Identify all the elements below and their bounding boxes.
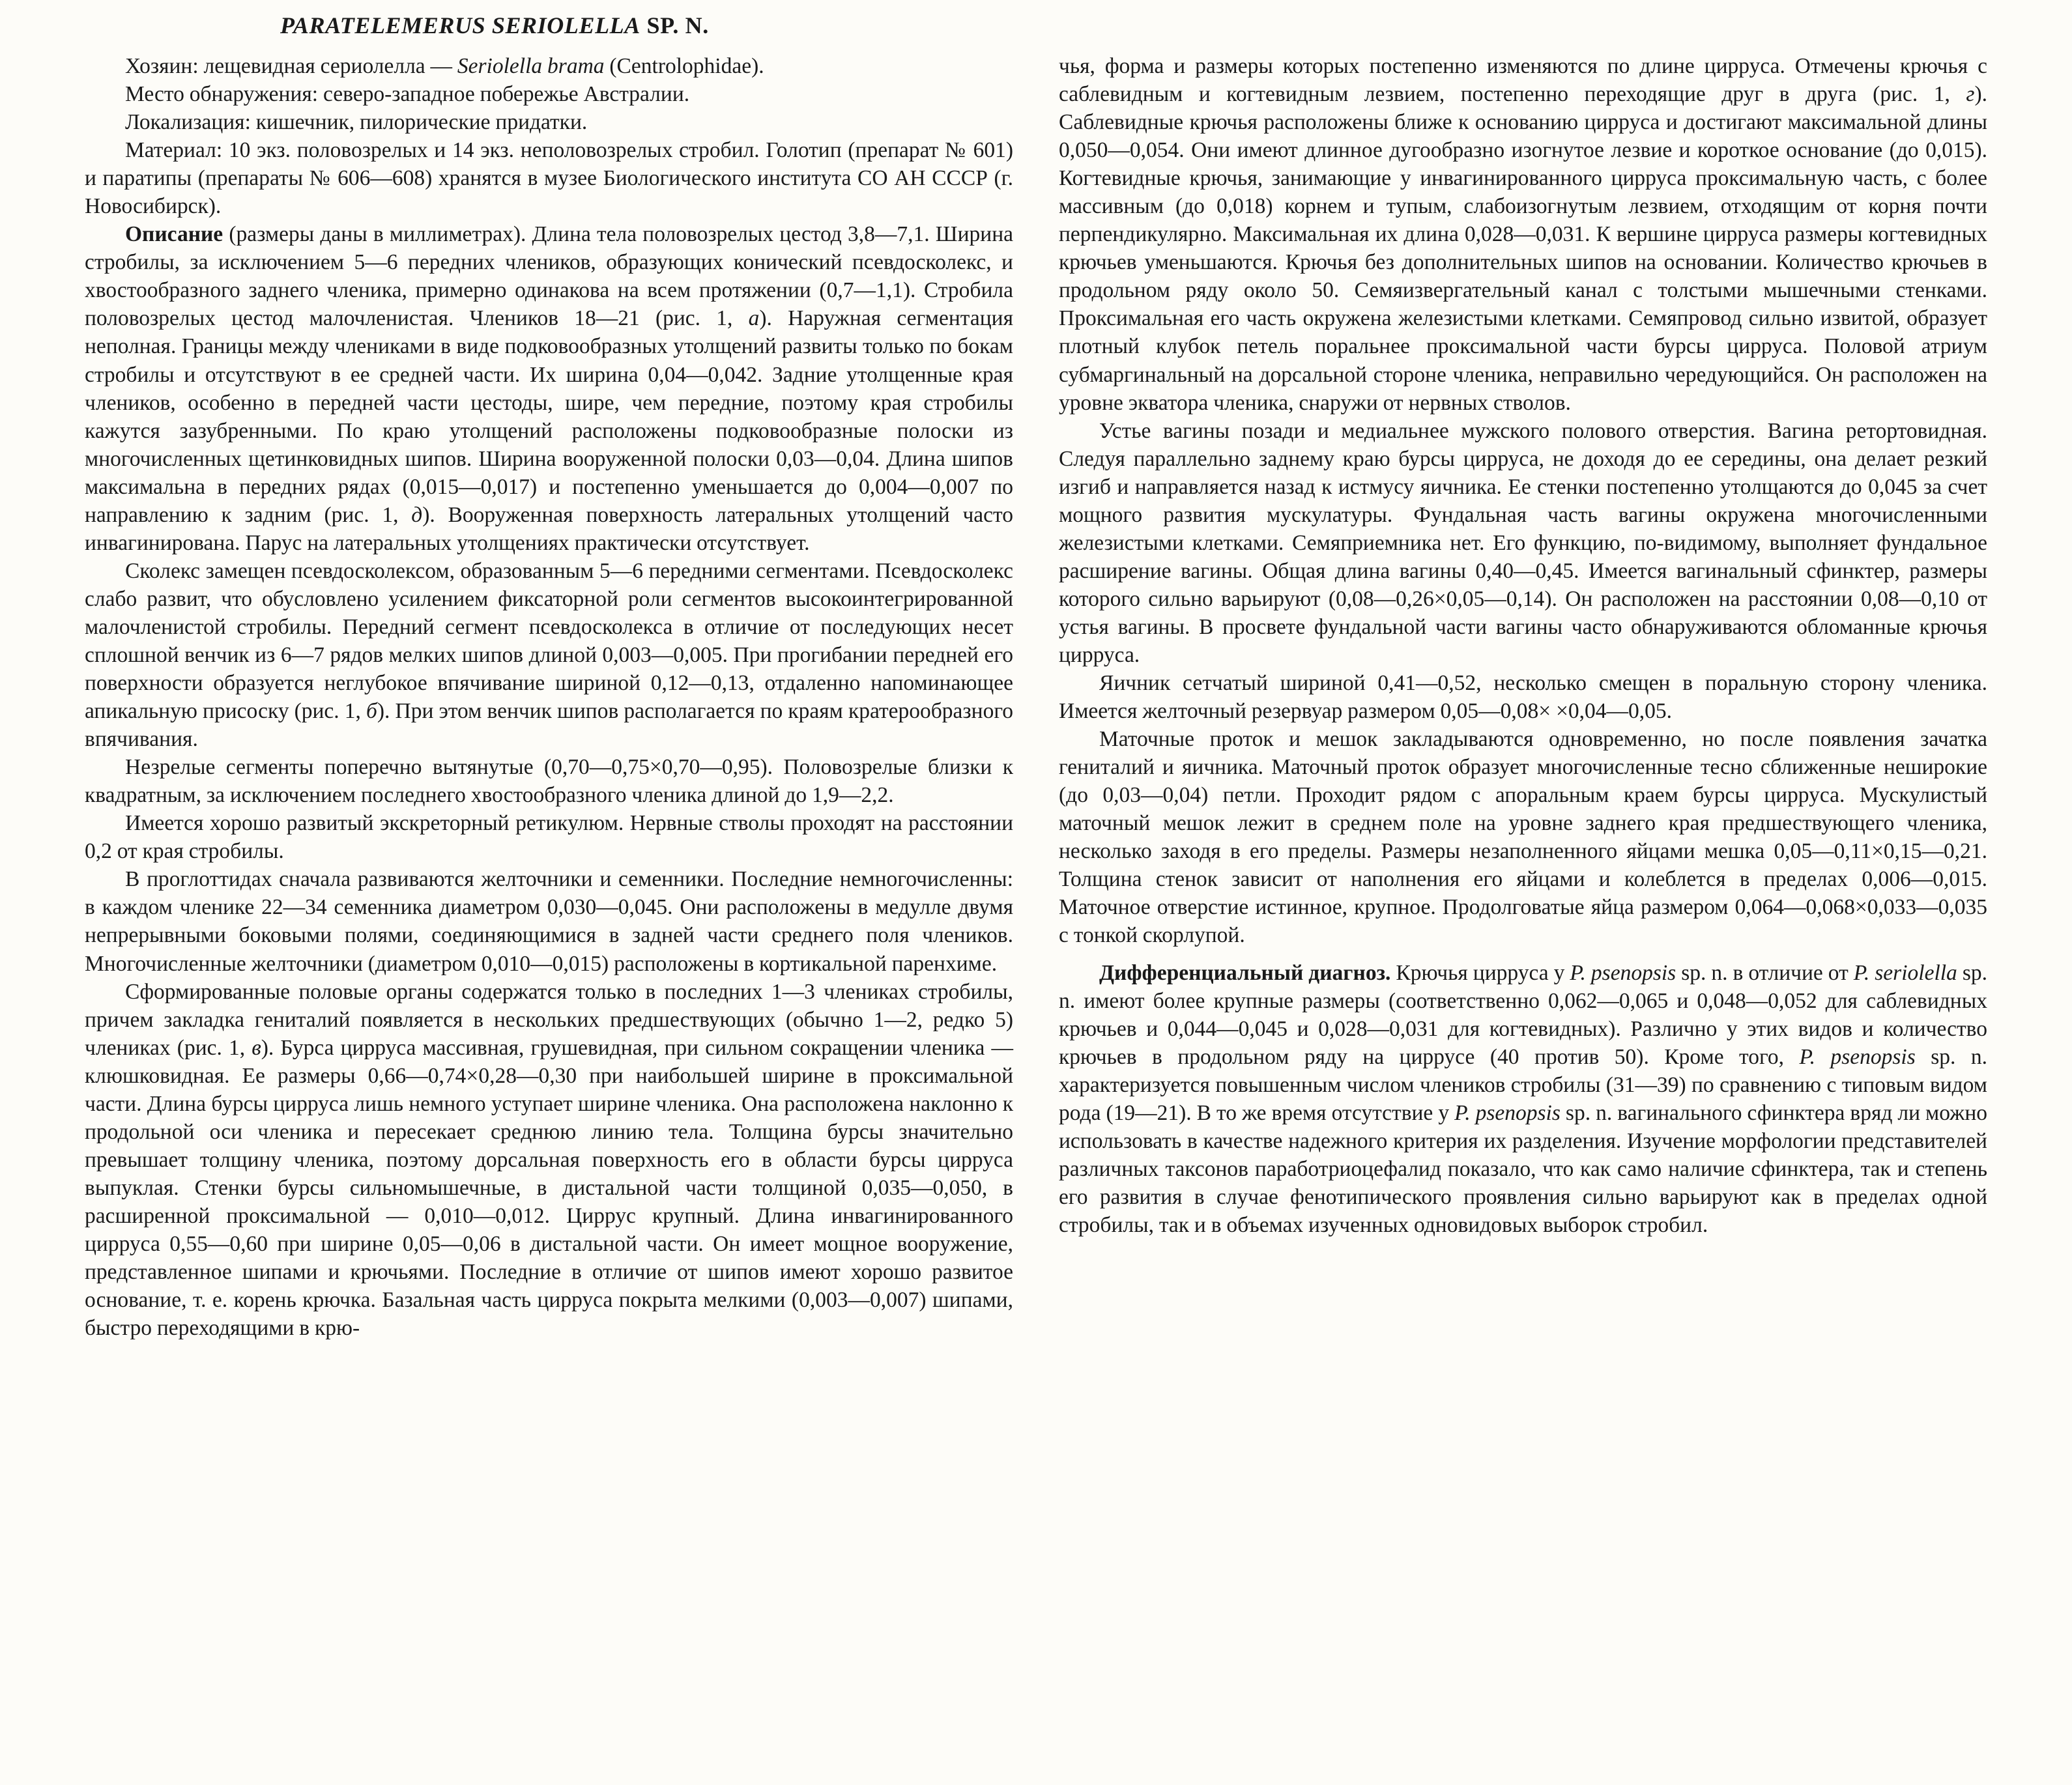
differential-diagnosis-paragraph: Дифференциальный диагноз. Крючья цирруса у P. psenopsis sp. n. в отличие от P. seriolella sp. n. имеют более крупные размеры (соответственно 0,062—0,065 и 0,048—0,052 для саблевидных крючьев и 0,044—0,045 и 0,028—0,031 для когтевидных). Различно у этих видов и количество крючьев в продольном ряду на циррусе (40 против 50). Кроме того, P. psenopsis sp. n. характеризуется повышенным числом члеников стробилы (31—39) по сравнению с типовым видом рода (19—21). В то же время отсутствие у P. psenopsis sp. n. вагинального сфинктера вряд ли можно использовать в качестве надежного критерия их разделения. Изучение морфологии представителей различных таксонов паработриоцефалид показало, что как само наличие сфинктера, так и степень его развития в случае фенотипического проявления сильно варьируют как в пределах одной стробилы, так и в объемах изученных одновидовых выборок стробил. [1059,960,1987,1237]
page-title-suffix: SP. N. [646,12,709,38]
locality-line: Место обнаружения: северо-западное побережье Австралии. [125,82,690,107]
genital-organs-paragraph: Сформированные половые органы содержатся только в последних 1—3 члениках стробилы, причем закладка гениталий появляется в нескольких предшествующих (обычно 1—2, редко 5) члениках (рис. 1, в). Бурса цирруса массивная, грушевидная, при сильном сокращении членика — клюшковидная. Ее размеры 0,66—0,74×0,28—0,30 при наибольшей ширине в проксимальной части. Длина бурсы цирруса лишь немного уступает ширине членика. Она расположена наклонно к продольной оси членика и пересекает среднюю линию тела. Толщина бурсы значительно превышает толщину членика, поэтому дорсальная поверхность его в области бурсы цирруса выпуклая. Стенки бурсы сильномышечные, в дистальной части толщиной 0,035—0,050, в расширенной проксимальной — 0,010—0,012. Циррус крупный. Длина инвагинированного цирруса 0,55—0,60 при ширине 0,05—0,06 в дистальной части. Он имеет мощное вооружение, представленное шипами и крючьями. Последние в отличие от шипов имеют хорошо развитое основание, т. е. корень крючка. Базальная часть цирруса покрыта мелкими (0,003—0,007) шипами, быстро переходящими в крю- [85,979,1013,1341]
uterus-paragraph: Маточные проток и мешок закладываются одновременно, но после появления зачатка гениталий и яичника. Маточный проток образует многочисленные тесно сближенные неширокие (до 0,03—0,04) петли. Проходит рядом с апоральным краем бурсы цирруса. Мускулистый маточный мешок лежит в среднем поле на уровне заднего края предшествующего членика, несколько заходя в его пределы. Размеры незаполненного яйцами мешка 0,05—0,11×0,15—0,21. Толщина стенок зависит от наполнения его яйцами и колеблется в пределах 0,006—0,015. Маточное отверстие истинное, крупное. Продолговатые яйца размером 0,064—0,068×0,033—0,035 с тонкой скорлупой. [1059,727,1987,948]
scolex-paragraph: Сколекс замещен псевдосколексом, образованным 5—6 передними сегментами. Псевдосколекс слабо развит, что обусловлено усилением фиксаторной роли сегментов высокоинтегрированной малочленистой стробилы. Передний сегмент псевдосколекса в отличие от последующих несет сплошной венчик из 6—7 рядов мелких шипов длиной 0,003—0,005. При прогибании передней его поверхности образуется неглубокое впячивание шириной 0,12—0,13, отдаленно напоминающее апикальную присоску (рис. 1, б). При этом венчик шипов располагается по краям кратерообразного впячивания. [85,558,1013,752]
page-title-species: PARATELEMERUS SERIOLELLA [280,12,640,38]
page-title [280,12,709,39]
description-paragraph: Описание (размеры даны в миллиметрах). Длина тела половозрелых цестод 3,8—7,1. Ширина стробилы, за исключением 5—6 передних члеников, образующих конический псевдосколекс, и хвостообразного заднего членика, примерно одинакова на всем протяжении (0,7—1,1). Стробила половозрелых цестод малочленистая. Члеников 18—21 (рис. 1, а). Наружная сегментация неполная. Границы между члениками в виде подковообразных утолщений развиты только по бокам стробилы и отсутствуют в ее средней части. Их ширина 0,04—0,042. Задние утолщенные края члеников, особенно в передней части цестоды, шире, чем передние, поэтому края стробилы кажутся зазубренными. По краю утолщений расположены подковообразные полоски из многочисленных щетинковидных шипов. Ширина вооруженной полоски 0,03—0,04. Длина шипов максимальна в передних рядах (0,015—0,017) и постепенно уменьшается до 0,004—0,007 по направлению к задним (рис. 1, д). Вооруженная поверхность латеральных утолщений часто инвагинирована. Парус на латеральных утолщениях практически отсутствует. [85,222,1013,555]
cirrus-paragraph: чья, форма и размеры которых постепенно изменяются по длине цирруса. Отмечены крючья с саблевидным и когтевидным лезвием, постепенно переходящие друг в друга (рис. 1, г). Саблевидные крючья расположены ближе к основанию цирруса и достигают максимальной длины 0,050—0,054. Они имеют длинное дугообразно изогнутое лезвие и короткое основание (до 0,015). Когтевидные крючья, занимающие у инвагинированного цирруса проксимальную часть, с более массивным (до 0,018) корнем и тупым, слабоизогнутым лезвием, отходящим от корня почти перпендикулярно. Максимальная их длина 0,028—0,031. К вершине цирруса размеры когтевидных крючьев уменьшаются. Крючья без дополнительных шипов на основании. Количество крючьев в продольном ряду около 50. Семяизвергательный канал с толстыми мышечными стенками. Проксимальная его часть окружена железистыми клетками. Семяпровод сильно извитой, образует плотный клубок петель поральнее проксимальной части бурсы цирруса. Половой атриум субмаргинальный на дорсальной стороне членика, неправильно чередующийся. Он расположен на уровне экватора членика, снаружи от нервных стволов. [1059,54,1987,415]
left-column [85,52,1013,1342]
right-column [1059,52,1987,1342]
localization-line: Локализация: кишечник, пилорические придатки. [125,110,588,135]
excretory-paragraph: Имеется хорошо развитый экскреторный ретикулюм. Нервные стволы проходят на расстоянии 0,2 от края стробилы. [85,811,1013,864]
material-paragraph: Материал: 10 экз. половозрелых и 14 экз. неполовозрелых стробил. Голотип (препарат № 601) и паратипы (препараты № 606—608) хранятся в музее Биологического института СО АН СССР (г. Новосибирск). [85,138,1013,219]
host-line: Хозяин: лещевидная сериолелла — Seriolella brama (Centrolophidae). [125,54,764,78]
text-columns [85,52,1987,1342]
proglottids-paragraph: В проглоттидах сначала развиваются желточники и семенники. Последние немногочисленны: в каждом членике 22—34 семенника диаметром 0,030—0,045. Они расположены в медулле двумя непрерывными боковыми полями, соединяющимися в задней части среднего поля члеников. Многочисленные желточники (диаметром 0,010—0,015) расположены в кортикальной паренхиме. [85,867,1013,976]
segments-paragraph: Незрелые сегменты поперечно вытянутые (0,70—0,75×0,70—0,95). Половозрелые близки к квадратным, за исключением последнего хвостообразного членика длиной до 1,9—2,2. [85,755,1013,808]
vagina-paragraph: Устье вагины позади и медиальнее мужского полового отверстия. Вагина ретортовидная. Следуя параллельно заднему краю бурсы цирруса, не доходя до ее середины, она делает резкий изгиб и направляется назад к истмусу яичника. Ее стенки постепенно утолщаются до 0,045 за счет мощного развития мускулатуры. Фундальная часть вагины окружена многочисленными железистыми клетками. Семяприемника нет. Его функцию, по-видимому, выполняет фундальное расширение вагины. Общая длина вагины 0,40—0,45. Имеется вагинальный сфинктер, размеры которого сильно варьируют (0,08—0,26×0,05—0,14). Он расположен на расстоянии 0,08—0,10 от устья вагины. В просвете фундальной части вагины часто обнаруживаются обломанные крючья цирруса. [1059,418,1987,667]
ovary-paragraph: Яичник сетчатый шириной 0,41—0,52, несколько смещен в поральную сторону членика. Имеется желточный резервуар размером 0,05—0,08× ×0,04—0,05. [1059,671,1987,724]
